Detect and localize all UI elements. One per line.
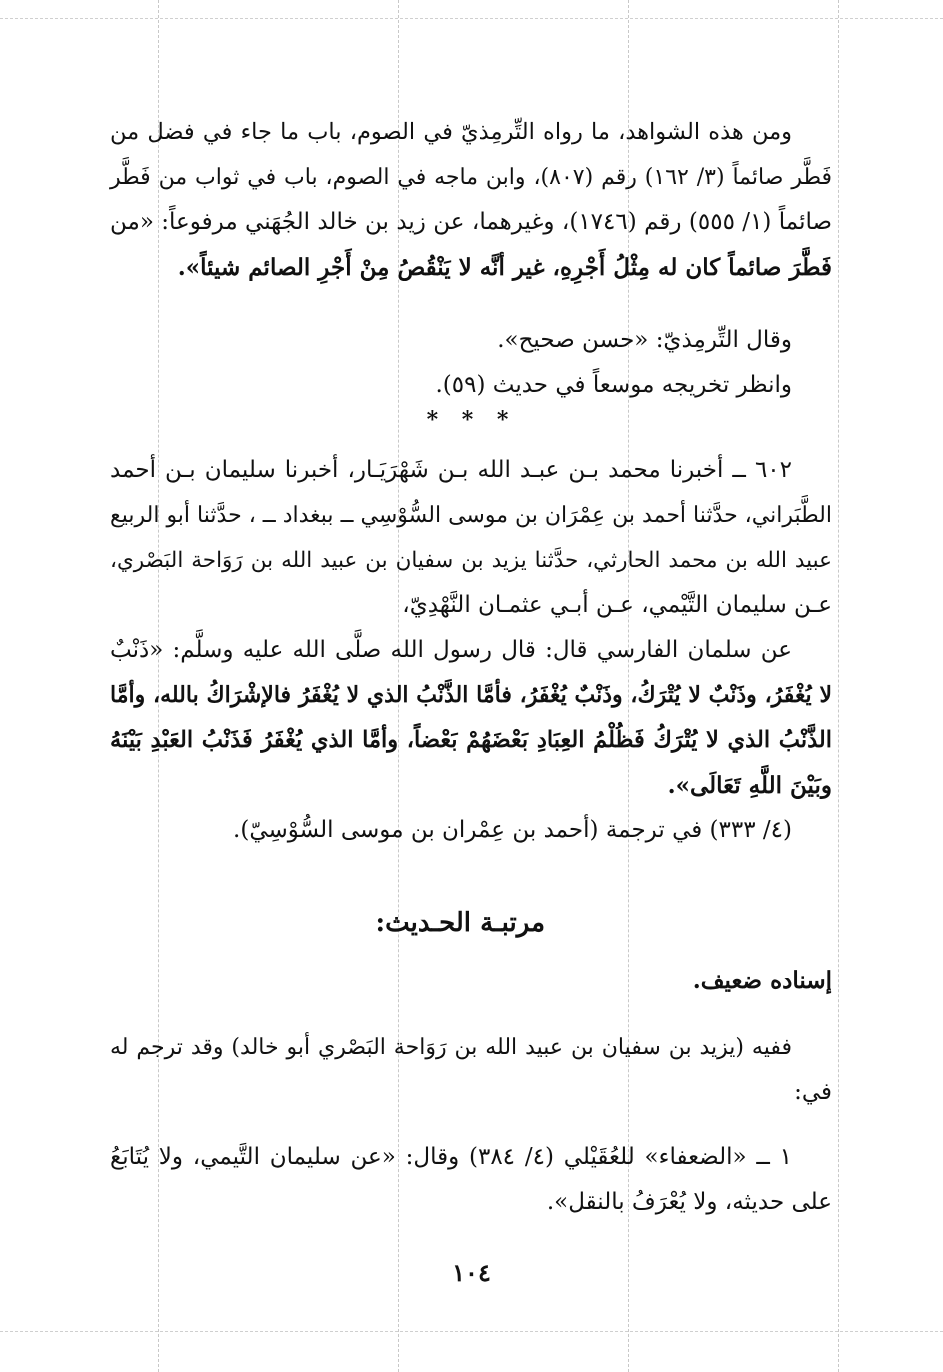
text-line: وانظر تخريجه موسعاً في حديث (٥٩). — [435, 372, 792, 398]
text-line: ومن هذه الشواهد، ما رواه التِّرمِذيّ في الصوم، باب ما جاء في فضل من — [110, 119, 792, 145]
grade-value — [110, 958, 832, 1003]
text-line: الطَّبَراني، حدَّثنا أحمد بن عِمْرَان بن موسى السُّوْسِي ــ ببغداد ــ ، حدَّثنا أبو الربيع — [110, 503, 832, 528]
text-line: ١ ــ «الضعفاء» للعُقَيْلي (٤/ ٣٨٤) وقال: «عن سليمان التَّيمي، ولا يُتَابَعُ — [110, 1144, 793, 1170]
text-line: عـن سليمان التَّيْمي، عـن أبـي عثمـان النَّهْدِيّ، — [402, 592, 832, 618]
hadith-source: (٤/ ٣٣٣) في ترجمة (أحمد بن عِمْران بن موسى السُّوْسِيّ). — [233, 817, 792, 843]
tirmidhi-grading — [110, 318, 832, 408]
text-line: إسناده ضعيف. — [692, 967, 832, 994]
text-line: وقال التِّرمِذيّ: «حسن صحيح». — [497, 327, 792, 353]
text-line: صائماً (١/ ٥٥٥) رقم (١٧٤٦)، وغيرهما، عن زيد بن خالد الجُهَني مرفوعاً: «من — [110, 209, 833, 235]
text-line: لا يُغْفَرُ، وذَنْبٌ لا يُتْرَكُ، وذَنْبٌ يُغْفَرُ، فأمَّا الذَّنْبُ الذي لا يُغْفَرُ فالإشْرَاكُ بالله، وأمَّا — [110, 682, 832, 708]
text-line: في: — [794, 1079, 832, 1105]
section-separator: * * * — [426, 407, 517, 433]
grade-heading: مرتبـة الحـديث: — [375, 908, 545, 938]
page-number: ١٠٤ — [452, 1258, 491, 1287]
scan-guide-line — [0, 18, 943, 19]
text-line: الذَّنْبُ الذي لا يُتْرَكُ فَظُلْمُ العِبَادِ بَعْضَهُمْ بَعْضاً، وأمَّا الذي يُغْفَرُ فَذَنْبُ العَبْدِ بَيْنَهُ — [110, 727, 832, 753]
text-line: فَطَّر صائماً (٣/ ١٦٢) رقم (٨٠٧)، وابن ماجه في الصوم، باب في ثواب من فَطَّر — [110, 165, 833, 190]
scan-guide-line — [838, 0, 839, 1372]
text-line: ٦٠٢ ــ أخبرنا محمد بـن عبـد الله بـن شَهْرَيَـار، أخبرنا سليمان بـن أحمد — [110, 457, 792, 483]
hadith-isnad — [110, 448, 832, 853]
scan-guide-line — [0, 1331, 943, 1332]
text-line: عن سلمان الفارسي قال: قال رسول الله صلَّى الله عليه وسلَّم: «ذَنْبٌ — [110, 637, 792, 663]
weakness-reason — [110, 1025, 832, 1115]
text-line: على حديثه، ولا يُعْرَفُ بالنقل». — [546, 1189, 832, 1215]
paragraph-shawahid — [110, 110, 832, 290]
text-line: وبَيْنَ اللَّهِ تَعَالَى». — [667, 772, 832, 799]
text-line: فَطَّرَ صائماً كان له مِثْلُ أَجْرِهِ، غير أنَّه لا يَنْقُصُ مِنْ أَجْرِ الصائم شيئاً». — [177, 254, 832, 281]
text-line: عبيد الله بن محمد الحارثي، حدَّثنا يزيد بن سفيان بن عبيد الله بن رَوَاحة البَصْري، — [110, 548, 832, 573]
reference-duafa — [110, 1135, 832, 1225]
text-line: ففيه (يزيد بن سفيان بن عبيد الله بن رَوَاحة البَصْري أبو خالد) وقد ترجم له — [110, 1035, 792, 1060]
